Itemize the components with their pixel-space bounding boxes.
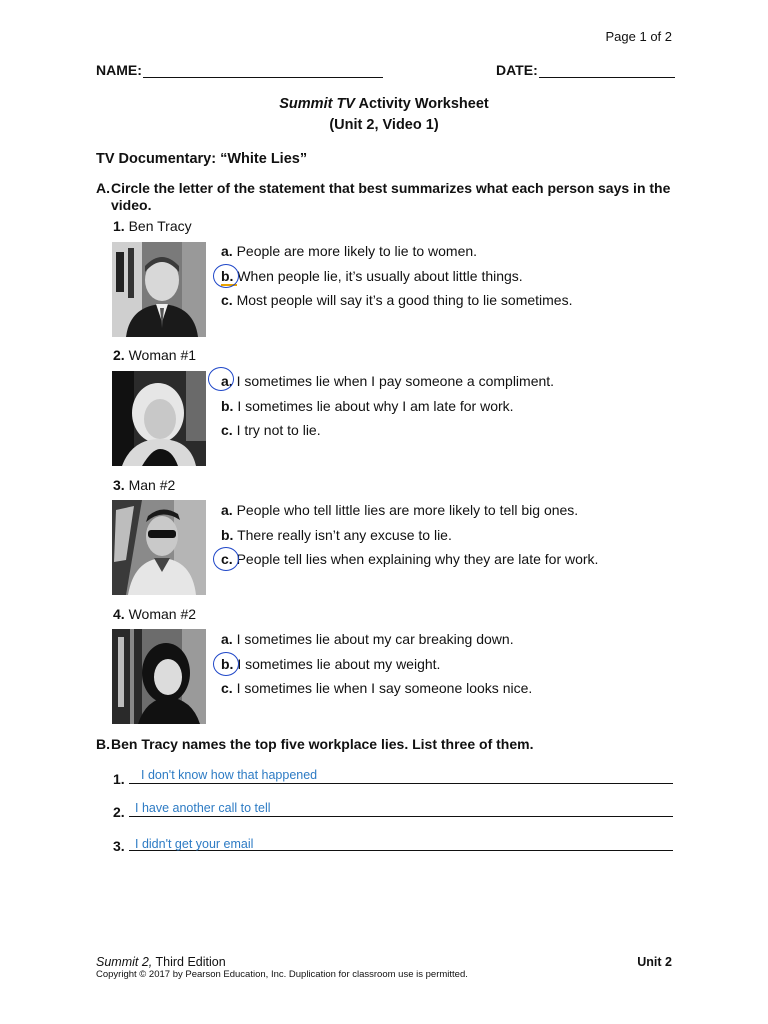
person-1-option-b[interactable] (221, 268, 523, 284)
page-number: Page 1 of 2 (605, 29, 672, 44)
option-letter: b. (221, 656, 234, 672)
option-text: I sometimes lie about my weight. (237, 656, 441, 672)
name-field (96, 62, 383, 78)
person-3-option-c[interactable] (221, 551, 598, 567)
date-label: DATE: (496, 62, 538, 78)
person-3-option-a[interactable] (221, 502, 578, 518)
answer-circle (213, 547, 239, 571)
option-letter: c. (221, 292, 233, 308)
date-field (496, 62, 675, 78)
option-letter: c. (221, 551, 233, 567)
footer-copyright: Copyright © 2017 by Pearson Education, Inc. Duplication for classroom use is permitted. (96, 969, 468, 980)
section-b-instruction (96, 736, 671, 753)
option-letter: b. (221, 268, 234, 284)
option-text: People tell lies when explaining why they are late for work. (236, 551, 599, 567)
option-letter: c. (221, 680, 233, 696)
answer-line-1[interactable] (113, 764, 673, 787)
person-1-heading (113, 218, 192, 234)
option-text: People are more likely to lie to women. (236, 243, 478, 259)
portrait-man-sunglasses-icon (112, 500, 206, 595)
portrait-woman-dark-hair-icon (112, 629, 206, 724)
option-text: When people lie, it’s usually about little things. (237, 268, 523, 284)
person-1-option-a[interactable] (221, 243, 477, 259)
portrait-man-suit-icon (112, 242, 206, 337)
name-blank[interactable] (143, 62, 383, 78)
person-4-number: 4. (113, 606, 125, 622)
option-text: I sometimes lie when I say someone looks nice. (236, 680, 533, 696)
answer-circle (208, 367, 234, 391)
portrait-woman-blonde-icon (112, 371, 206, 466)
option-letter: a. (221, 631, 233, 647)
answer-number: 3. (113, 838, 125, 854)
option-text: I sometimes lie about my car breaking down. (236, 631, 514, 647)
option-letter: a. (221, 502, 233, 518)
answer-line-3[interactable] (113, 831, 673, 854)
section-a-instruction (96, 180, 671, 214)
person-2-heading (113, 347, 196, 363)
option-letter: b. (221, 398, 234, 414)
footer-unit: Unit 2 (637, 955, 672, 969)
section-b-letter: B. (96, 736, 110, 752)
person-3-heading (113, 477, 175, 493)
person-2-option-b[interactable] (221, 398, 514, 414)
option-letter: c. (221, 422, 233, 438)
date-blank[interactable] (539, 62, 675, 78)
section-b-text: Ben Tracy names the top five workplace lies. List three of them. (111, 736, 534, 752)
option-text: I sometimes lie about why I am late for work. (237, 398, 514, 414)
worksheet-subtitle: (Unit 2, Video 1) (329, 117, 439, 133)
person-4-option-b[interactable] (221, 656, 440, 672)
name-label: NAME: (96, 62, 142, 78)
handwritten-answer: I have another call to tell (135, 801, 271, 815)
person-3-number: 3. (113, 477, 125, 493)
option-text: I sometimes lie when I pay someone a compliment. (236, 373, 555, 389)
worksheet-title (0, 94, 768, 114)
footer-book-italic: Summit 2, (96, 955, 153, 969)
answer-rule (129, 783, 673, 784)
option-letter: a. (221, 373, 233, 389)
answer-rule (129, 816, 673, 817)
person-3-option-b[interactable] (221, 527, 452, 543)
section-a-text: Circle the letter of the statement that best summarizes what each person says in the video. (111, 180, 671, 213)
person-2-option-c[interactable] (221, 422, 321, 438)
person-2-number: 2. (113, 347, 125, 363)
person-2-name: Woman #1 (128, 347, 197, 363)
option-text: There really isn’t any excuse to lie. (237, 527, 452, 543)
handwritten-answer: I didn't get your email (135, 837, 254, 851)
person-4-option-c[interactable] (221, 680, 532, 696)
person-4-heading (113, 606, 196, 622)
person-2-option-a[interactable] (221, 373, 554, 389)
option-text: Most people will say it’s a good thing to lie sometimes. (236, 292, 573, 308)
option-letter: a. (221, 243, 233, 259)
title-rest: Activity Worksheet (354, 96, 489, 112)
option-letter: b. (221, 527, 234, 543)
answer-circle (213, 652, 239, 676)
handwritten-answer: I don't know how that happened (141, 768, 318, 782)
answer-number: 1. (113, 771, 125, 787)
person-4-option-a[interactable] (221, 631, 514, 647)
option-text: People who tell little lies are more likely to tell big ones. (236, 502, 579, 518)
title-italic: Summit TV (279, 96, 355, 112)
person-1-name: Ben Tracy (128, 218, 192, 234)
person-3-name: Man #2 (128, 477, 176, 493)
answer-number: 2. (113, 804, 125, 820)
footer-book-rest: Third Edition (152, 955, 226, 969)
answer-line-2[interactable] (113, 797, 673, 820)
documentary-title: TV Documentary: “White Lies” (96, 151, 308, 167)
section-a-letter: A. (96, 180, 110, 196)
person-1-number: 1. (113, 218, 125, 234)
option-text: I try not to lie. (236, 422, 321, 438)
footer-book-title (96, 955, 226, 969)
answer-circle (213, 264, 239, 288)
person-1-option-c[interactable] (221, 292, 572, 308)
person-4-name: Woman #2 (128, 606, 197, 622)
